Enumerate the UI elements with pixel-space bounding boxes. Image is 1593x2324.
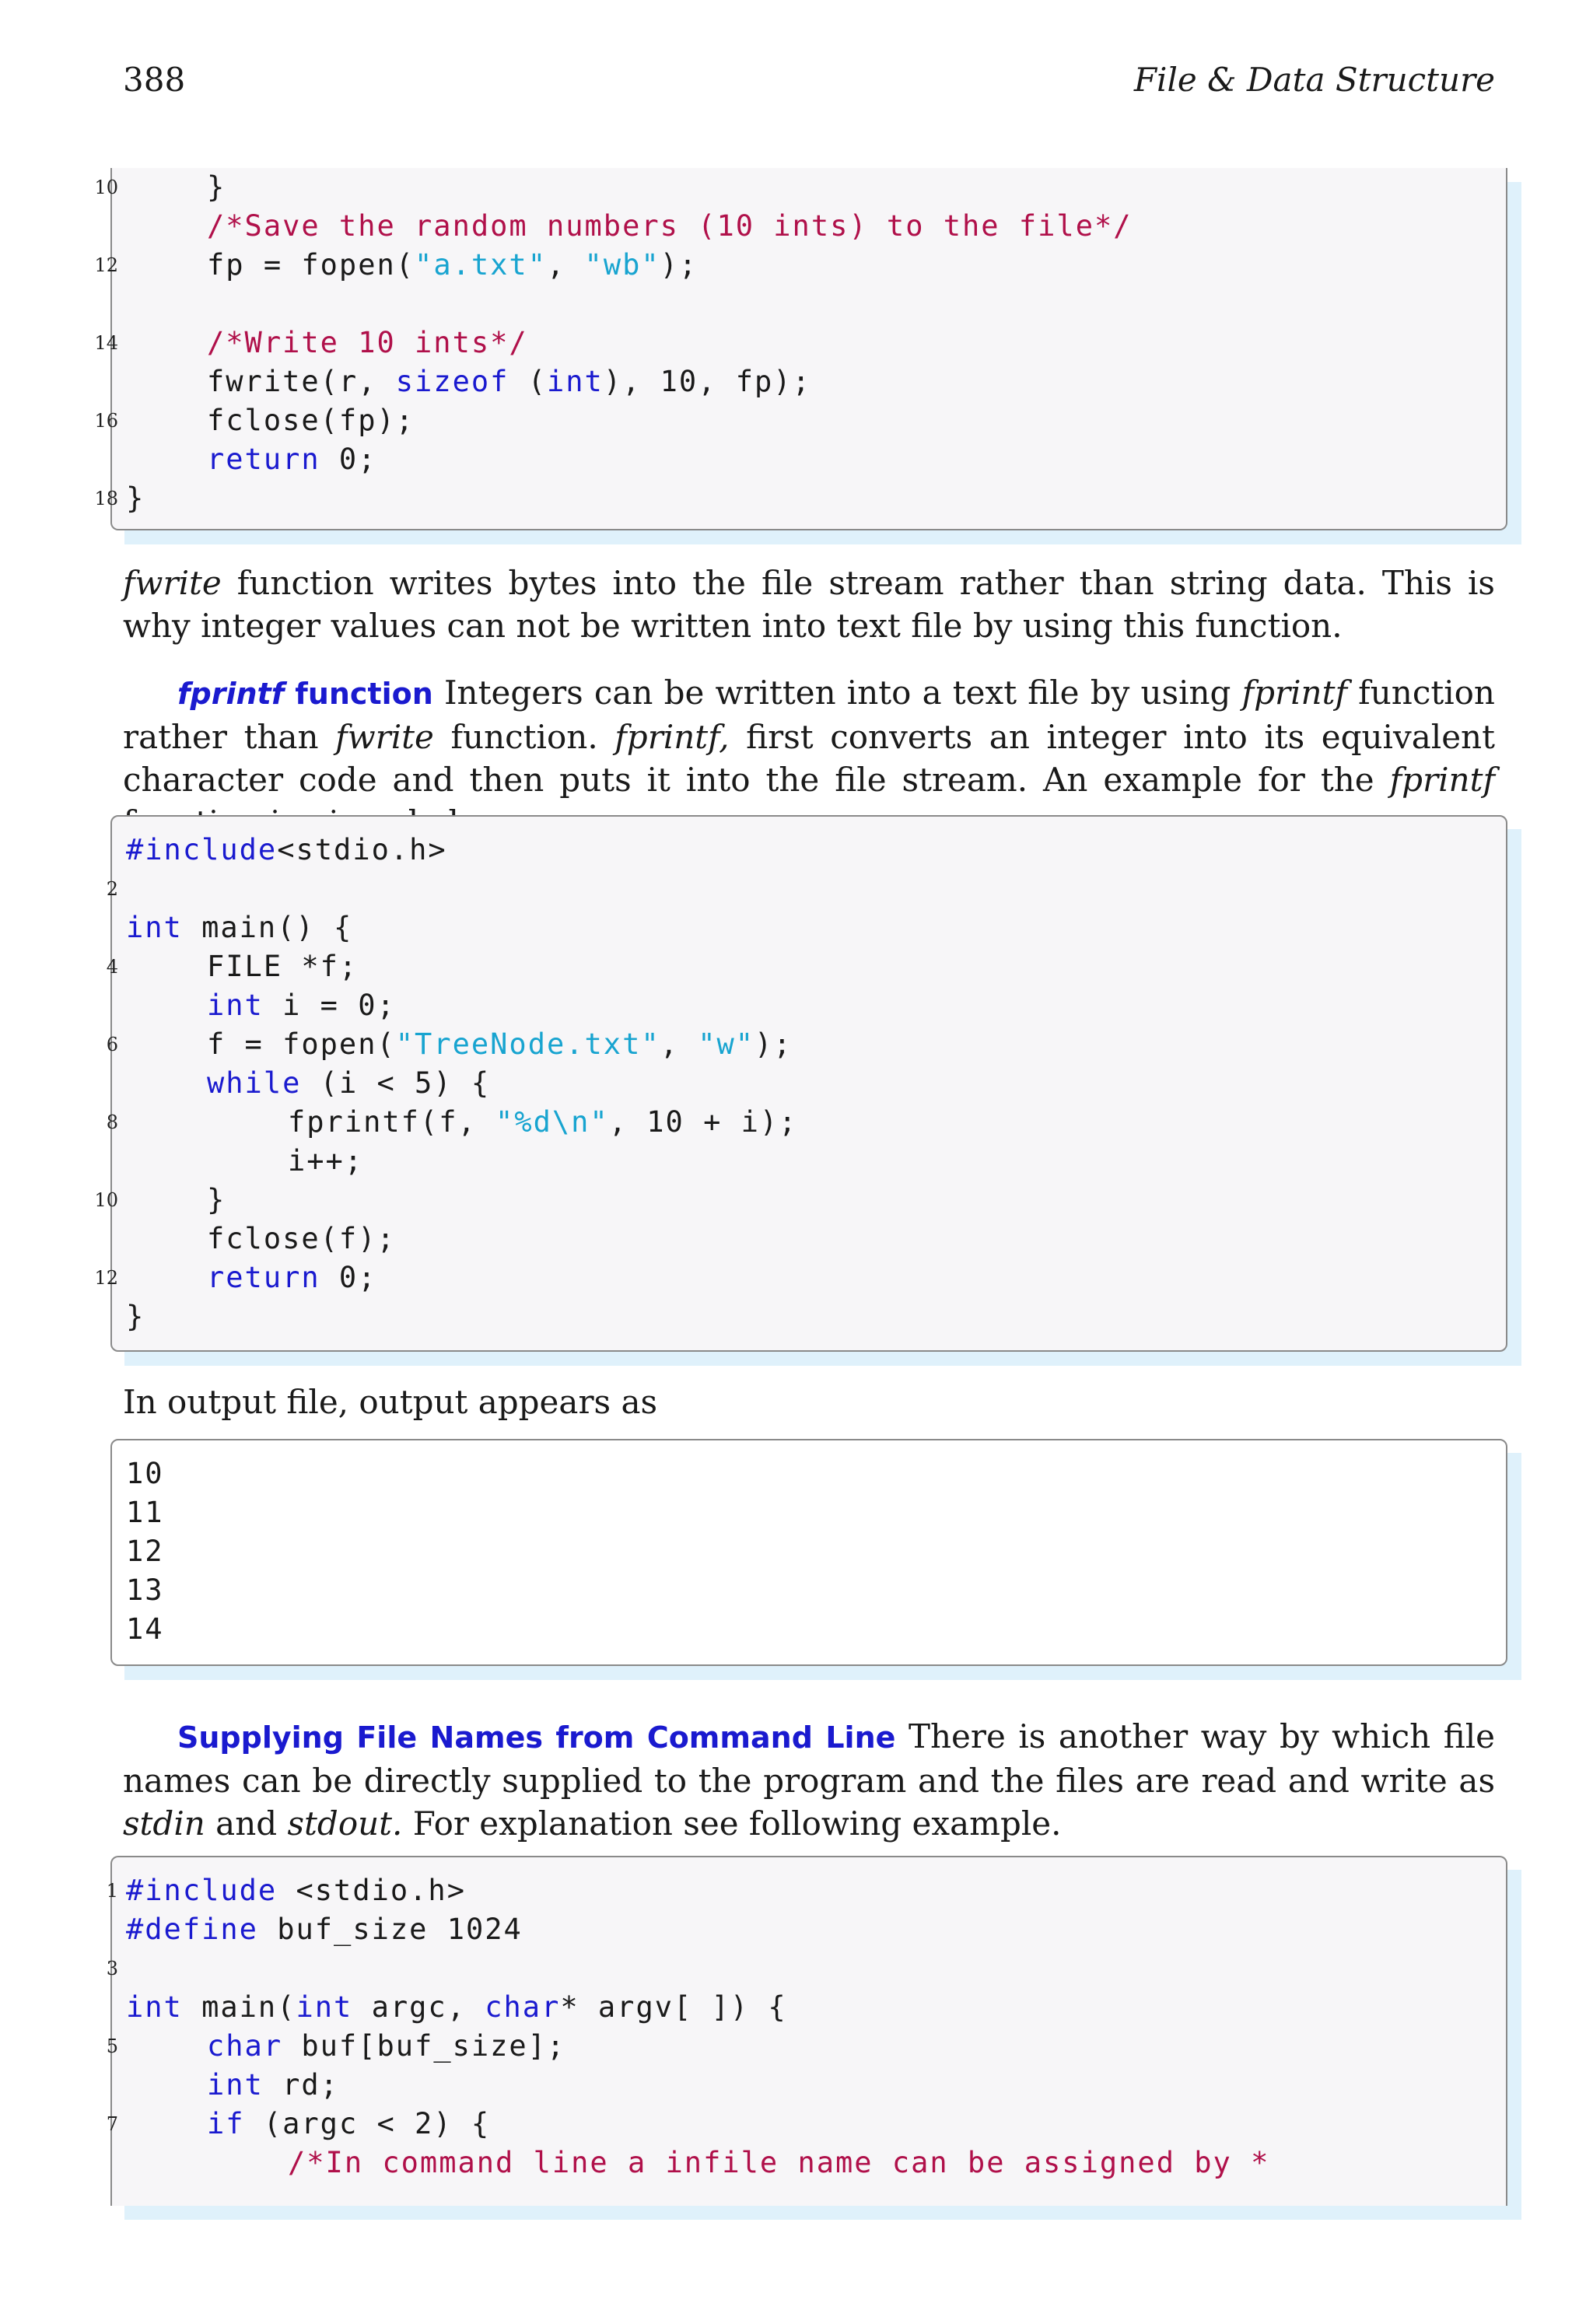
code-line — [106, 2027, 566, 2066]
code-line — [94, 1181, 226, 1220]
code-line — [126, 908, 352, 947]
code-listing-command-line — [106, 1856, 1507, 2206]
paragraph-text: In output file, output appears as — [123, 1383, 658, 1421]
code-frame — [110, 1439, 1507, 1666]
code-line — [106, 2105, 491, 2144]
code-text: argc, — [352, 1990, 485, 2024]
code-line — [94, 246, 698, 285]
code-text: buf_size 1024 — [257, 1913, 523, 1946]
code-line — [126, 1988, 787, 2027]
code-text: i = 0; — [263, 989, 396, 1022]
emphasis-fprintf: fprintf, — [614, 718, 730, 756]
code-text: 13 — [126, 1573, 164, 1607]
code-line — [126, 986, 396, 1025]
paragraph-text: function rather than — [123, 674, 1495, 756]
line-number: 16 — [94, 410, 118, 432]
paragraph-text: Integers can be written into a text file by using — [432, 674, 1242, 712]
code-comment: /*Save the random numbers (10 ints) to the file*/ — [207, 209, 1133, 243]
code-listing-fprintf — [94, 815, 1507, 1352]
code-line — [106, 1103, 798, 1142]
code-string: "a.txt" — [415, 248, 547, 282]
code-line — [126, 440, 376, 479]
code-text: ); — [660, 248, 698, 282]
line-number: 10 — [94, 1189, 118, 1211]
code-text: main() { — [182, 911, 353, 944]
code-text: main( — [182, 1990, 296, 2024]
code-keyword: return — [207, 1261, 320, 1294]
code-line — [126, 1454, 164, 1493]
code-text: fprintf(f, — [288, 1105, 496, 1139]
code-text: <stdio.h> — [277, 1874, 466, 1907]
code-keyword: int — [126, 1990, 183, 2024]
code-text: 0; — [320, 1261, 377, 1294]
code-line — [126, 1910, 523, 1949]
code-listing-fwrite — [94, 168, 1507, 530]
emphasis-stdin: stdin — [123, 1804, 205, 1843]
paragraph-text: function writes bytes into the file stream rather than string data. This is why integer values can not be written into text file by using this function. — [123, 564, 1495, 645]
paragraph-text: For explanation see following example. — [402, 1804, 1062, 1843]
code-keyword: sizeof — [395, 365, 509, 398]
code-text: fp = fopen( — [207, 248, 415, 282]
code-keyword: #include — [126, 833, 278, 866]
code-string: "TreeNode.txt" — [395, 1027, 660, 1061]
paragraph-text: first converts an integer into its equivalent character code and then puts it into the file stream. An example for the — [123, 718, 1495, 799]
code-line — [94, 168, 226, 207]
line-number: 5 — [106, 2035, 118, 2057]
line-number: 1 — [106, 1880, 118, 1902]
line-number: 18 — [94, 488, 118, 509]
code-text: buf[buf_size]; — [282, 2029, 566, 2063]
code-text: ); — [754, 1027, 793, 1061]
emphasis-stdout: stdout. — [287, 1804, 403, 1843]
code-line — [126, 1142, 363, 1181]
code-comment: /*Write 10 ints*/ — [207, 326, 528, 359]
code-keyword: int — [296, 1990, 353, 2024]
output-listing — [110, 1439, 1507, 1666]
running-title: File & Data Structure — [1133, 61, 1495, 99]
code-line — [126, 1532, 164, 1571]
line-number: 6 — [106, 1034, 118, 1055]
code-text: } — [207, 170, 226, 204]
line-number: 10 — [94, 177, 118, 198]
code-keyword: int — [207, 989, 264, 1022]
code-keyword: #include — [126, 1874, 278, 1907]
code-text: 10 — [126, 1457, 164, 1490]
code-line — [126, 1610, 164, 1649]
code-line — [94, 1258, 377, 1297]
code-line — [106, 947, 359, 986]
line-number: 8 — [106, 1111, 118, 1133]
code-text: } — [207, 1183, 226, 1216]
emphasis-fprintf: fprintf — [1389, 761, 1495, 799]
code-line — [126, 831, 447, 870]
code-keyword: int — [546, 365, 604, 398]
code-text: ( — [509, 365, 547, 398]
code-text: fclose(f); — [207, 1222, 396, 1255]
line-number: 14 — [94, 332, 118, 354]
paragraph-fwrite — [123, 562, 1495, 647]
code-keyword: int — [126, 911, 183, 944]
code-line — [126, 1220, 396, 1258]
code-keyword: while — [207, 1066, 302, 1100]
code-line — [94, 324, 528, 362]
code-text: * argv[ ]) { — [560, 1990, 787, 2024]
code-text: } — [126, 1300, 145, 1333]
code-text: , — [546, 248, 585, 282]
code-text: i++; — [288, 1144, 364, 1178]
code-text: (argc < 2) { — [244, 2107, 491, 2140]
code-keyword: #define — [126, 1913, 258, 1946]
code-line — [126, 1571, 164, 1610]
code-text: } — [126, 481, 145, 515]
code-text: <stdio.h> — [277, 833, 447, 866]
code-text: (i < 5) { — [301, 1066, 491, 1100]
code-line — [126, 207, 1133, 246]
line-number: 12 — [94, 254, 118, 276]
code-line — [126, 1493, 164, 1532]
paragraph-text: function. — [433, 718, 615, 756]
code-keyword: char — [207, 2029, 283, 2063]
code-line — [106, 1025, 793, 1064]
code-line — [126, 1064, 490, 1103]
code-text: , — [660, 1027, 698, 1061]
code-line — [126, 2066, 339, 2105]
line-number: 3 — [106, 1958, 118, 1979]
emphasis-fprintf: fprintf — [1241, 674, 1348, 712]
line-number: 7 — [106, 2113, 118, 2135]
section-heading-fprintf: fprintf function — [177, 677, 433, 711]
code-text: f = fopen( — [207, 1027, 396, 1061]
page-header — [123, 61, 1495, 107]
code-keyword: if — [207, 2107, 245, 2140]
line-number: 4 — [106, 956, 118, 978]
code-line — [106, 1871, 466, 1910]
emphasis-fwrite: fwrite — [123, 564, 222, 602]
code-text: fwrite(r, — [207, 365, 396, 398]
code-text: , 10 + i); — [608, 1105, 798, 1139]
paragraph-output-intro — [123, 1381, 1495, 1423]
code-string: "%d\n" — [495, 1105, 609, 1139]
code-text: ), 10, fp); — [603, 365, 811, 398]
emphasis-fwrite: fwrite — [335, 718, 434, 756]
code-line — [126, 2144, 1269, 2182]
code-text: fclose(fp); — [207, 404, 415, 437]
paragraph-text: There is another way by which file names can be directly supplied to the program and the files are read and write as — [123, 1717, 1495, 1800]
code-comment: /*In command line a infile name can be assigned by * — [288, 2146, 1270, 2179]
paragraph-command-line — [123, 1715, 1495, 1845]
code-text: 12 — [126, 1535, 164, 1568]
code-line — [126, 362, 811, 401]
line-number: 2 — [106, 878, 118, 900]
code-text: 0; — [320, 443, 377, 476]
section-heading-command-line: Supplying File Names from Command Line — [177, 1720, 896, 1755]
paragraph-text: and — [205, 1804, 288, 1843]
code-keyword: char — [485, 1990, 561, 2024]
code-keyword: return — [207, 443, 320, 476]
code-string: "wb" — [584, 248, 660, 282]
code-text: FILE *f; — [207, 950, 359, 983]
code-text: 11 — [126, 1496, 164, 1529]
page-number: 388 — [123, 61, 186, 99]
line-number: 12 — [94, 1267, 118, 1289]
code-line — [94, 479, 145, 518]
code-string: "w" — [698, 1027, 755, 1061]
code-text: rd; — [263, 2068, 339, 2102]
code-keyword: int — [207, 2068, 264, 2102]
code-line — [126, 1297, 145, 1336]
code-text: 14 — [126, 1612, 164, 1646]
code-line — [94, 401, 415, 440]
